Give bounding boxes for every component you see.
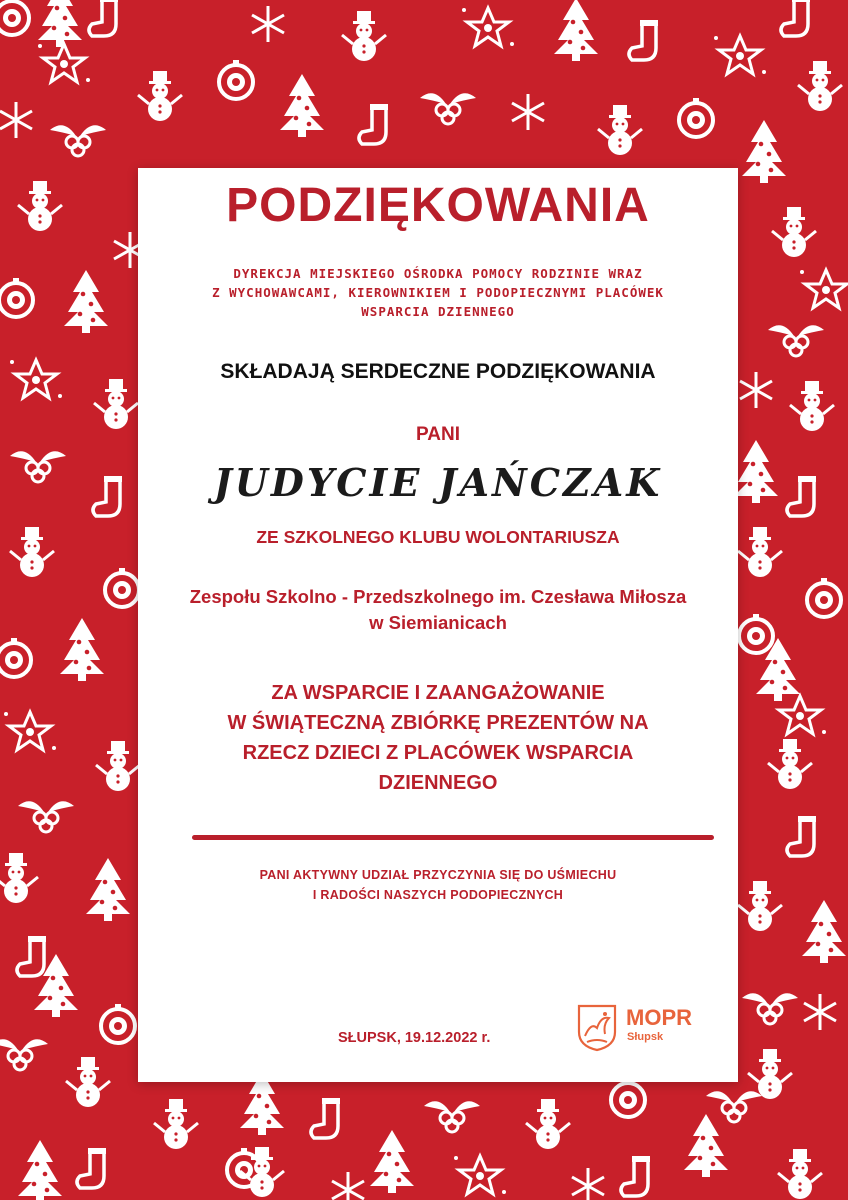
logo-name: MOPR [626, 1005, 692, 1030]
salutation: PANI [416, 424, 460, 445]
issuer-line: Z WYCHOWAWCAMI, KIEROWNIKIEM I PODOPIECZNYMI PLACÓWEK [212, 285, 664, 300]
thanks-heading: SKŁADAJĄ SERDECZNE PODZIĘKOWANIA [220, 360, 656, 383]
mopr-emblem-icon [575, 1002, 619, 1052]
reason-line: RZECZ DZIECI Z PLACÓWEK WSPARCIA [242, 742, 634, 764]
issuer-text [138, 264, 738, 321]
school-line: w Siemianicach [369, 612, 507, 633]
issuer-line: WSPARCIA DZIENNEGO [361, 304, 515, 319]
reason-line: ZA WSPARCIE I ZAANGAŻOWANIE [271, 682, 605, 704]
note-line: I RADOŚCI NASZYCH PODOPIECZNYCH [312, 888, 564, 902]
school-name [138, 584, 738, 636]
place-date: SŁUPSK, 19.12.2022 r. [338, 1030, 491, 1046]
recipient-club: ZE SZKOLNEGO KLUBU WOLONTARIUSZA [256, 527, 620, 547]
mopr-logo [575, 1002, 705, 1052]
certificate-title: PODZIĘKOWANIA [226, 179, 650, 232]
certificate-card [138, 168, 738, 1082]
logo-city: Słupsk [627, 1031, 664, 1043]
reason-line: W ŚWIĄTECZNĄ ZBIÓRKĘ PREZENTÓW NA [227, 712, 649, 734]
issuer-line: DYREKCJA MIEJSKIEGO OŚRODKA POMOCY RODZINIE WRAZ [233, 266, 643, 281]
recipient-name: JUDYCIE JAŃCZAK [213, 460, 663, 505]
closing-note [138, 865, 738, 905]
reason-line: DZIENNEGO [378, 772, 498, 794]
reason-text [138, 678, 738, 798]
note-line: PANI AKTYWNY UDZIAŁ PRZYCZYNIA SIĘ DO UŚMIECHU [259, 868, 617, 882]
divider-line [192, 835, 714, 840]
school-line: Zespołu Szkolno - Przedszkolnego im. Czesława Miłosza [189, 586, 687, 607]
